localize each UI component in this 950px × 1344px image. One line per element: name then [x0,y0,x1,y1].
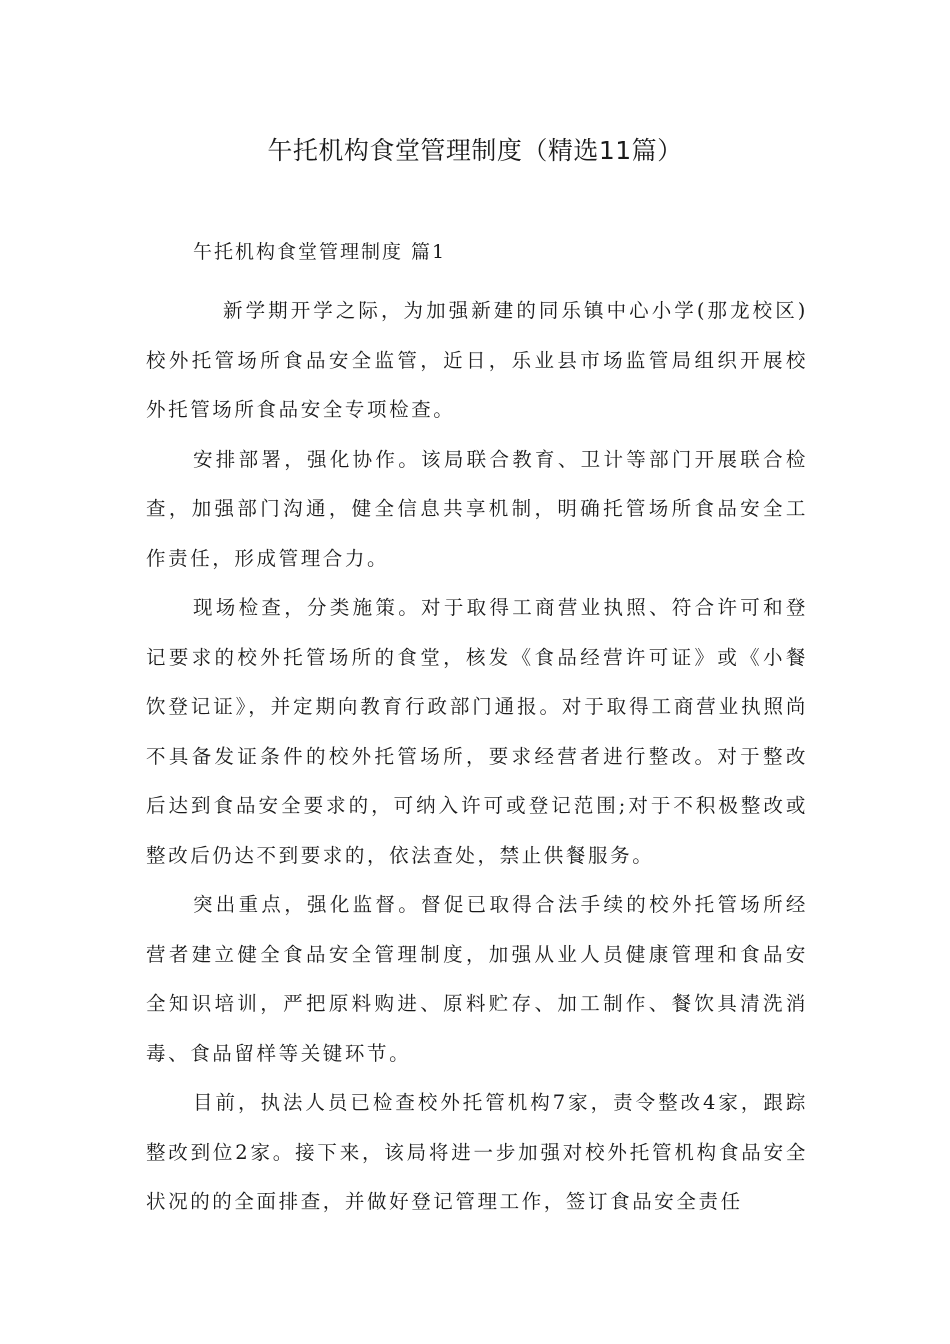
paragraph: 突出重点，强化监督。督促已取得合法手续的校外托管场所经营者建立健全食品安全管理制度，加强从业人员健康管理和食品安全知识培训，严把原料购进、原料贮存、加工制作、餐饮具清洗消毒、食品留样等关键环节。 [146,893,808,1065]
document-title: 午托机构食堂管理制度（精选11篇） [267,136,683,165]
paragraph: 安排部署，强化协作。该局联合教育、卫计等部门开展联合检查，加强部门沟通，健全信息共享机制，明确托管场所食品安全工作责任，形成管理合力。 [146,447,808,570]
paragraph: 现场检查，分类施策。对于取得工商营业执照、符合许可和登记要求的校外托管场所的食堂，核发《食品经营许可证》或《小餐饮登记证》，并定期向教育行政部门通报。对于取得工商营业执照尚不具备发证条件的校外托管场所，要求经营者进行整改。对于整改后达到食品安全要求的，可纳入许可或登记范围;对于不积极整改或整改后仍达不到要求的，依法查处，禁止供餐服务。 [146,596,808,867]
document-body [146,286,808,1227]
section-heading: 午托机构食堂管理制度 篇1 [193,241,447,263]
paragraph: 新学期开学之际，为加强新建的同乐镇中心小学(那龙校区)校外托管场所食品安全监管，近日，乐业县市场监管局组织开展校外托管场所食品安全专项检查。 [146,299,808,421]
paragraph: 目前，执法人员已检查校外托管机构7家，责令整改4家，跟踪整改到位2家。接下来，该局将进一步加强对校外托管机构食品安全状况的的全面排查，并做好登记管理工作，签订食品安全责任 [146,1091,808,1213]
